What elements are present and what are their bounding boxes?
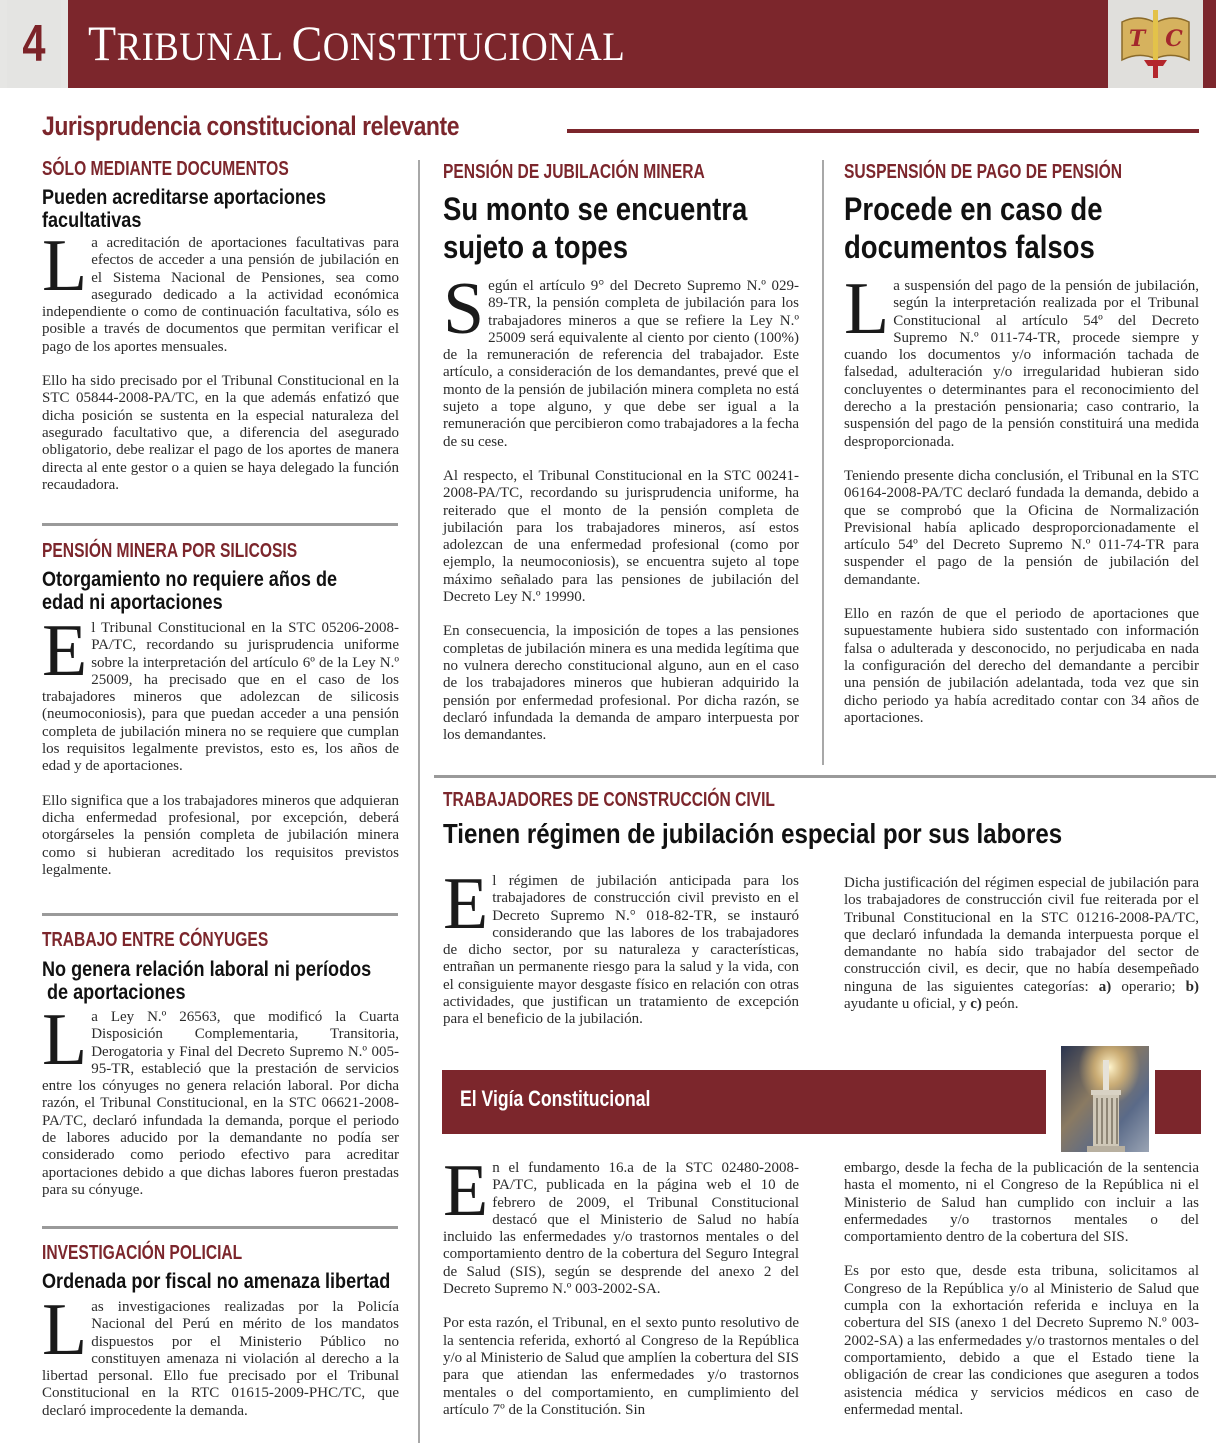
section-title: Jurisprudencia constitucional relevante — [42, 111, 460, 141]
paragraph-text: n el fundamento 16.a de la STC 02480-2008-PA/TC, publicada en la página web el 10 de febrero de 2009, el Tribunal Constitucional destacó que el Ministerio de Salud no había incluido las enfermedades y/o trastornos mentales o del comportamiento dentro de la cobertura del Seguro Integral de Salud (SIS), según se desprende del anexo 2 del Decreto Supremo N.º 003-2002-SA. — [443, 1160, 799, 1298]
headline-line: Procede en caso de — [844, 191, 1103, 227]
drop-cap: E — [443, 863, 489, 945]
paragraph-text: l régimen de jubilación anticipada para los trabajadores de construcción civil previsto en el Decreto Supremo N.° 018-82-TR, se instauró considerando que las labores de los trabajadores de dicho sector, por su naturaleza y características, entrañan un permanente riesgo para la salud y la vida, con el consiguiente mayor desgaste físico en relación con otras actividades, que justifican un tratamiento de excepción para el beneficio de la jubilación. — [443, 873, 799, 1028]
article-headline — [443, 190, 749, 266]
headline-line: Otorgamiento no requiere años de — [42, 568, 338, 591]
section-rule — [567, 129, 1199, 133]
article-kicker: PENSIÓN MINERA POR SILICOSIS — [42, 540, 298, 562]
article-suspension-pago-pension — [844, 161, 1199, 727]
article-kicker: INVESTIGACIÓN POLICIAL — [42, 1242, 243, 1264]
drop-cap: L — [42, 999, 88, 1081]
column-divider — [822, 160, 824, 765]
page-header — [0, 0, 1216, 88]
paragraph — [443, 863, 799, 1029]
article-divider — [434, 775, 1216, 778]
masthead-word-1: RIBUNAL — [116, 24, 282, 69]
paragraph — [42, 1289, 399, 1420]
tc-logo-icon — [1108, 0, 1203, 88]
masthead-initial-c: C — [291, 15, 323, 71]
article-body — [844, 268, 1199, 727]
article-solo-mediante-documentos — [42, 158, 399, 494]
article-investigacion-policial — [42, 1242, 407, 1420]
paragraph — [844, 875, 1199, 1013]
construccion-civil-col1 — [443, 863, 799, 1029]
category-marker: b) — [1185, 978, 1200, 995]
headline-line: documentos falsos — [844, 229, 1095, 265]
article-kicker: SUSPENSIÓN DE PAGO DE PENSIÓN — [844, 161, 1122, 183]
paragraph: Teniendo presente dicha conclusión, el Tribunal en la STC 06164-2008-PA/TC declaró fundada la demanda, debido a que se comprobó que la Oficina de Normalización Previsional había aplicado desproporcionadamente el artículo 54º del Decreto Supremo N.º 011-74-TR para suspender el pago de la pensión de jubilación del demandante. — [844, 467, 1199, 588]
headline-line: No genera relación laboral ni períodos — [42, 958, 372, 981]
article-trabajo-entre-conyuges — [42, 929, 399, 1199]
paragraph — [42, 999, 399, 1199]
paragraph: Es por esto que, desde esta tribuna, solicitamos al Congreso de la República y/o al Ministerio de Salud que cumpla con la exhortación referida e incluya en la cobertura del SIS (anexo 1 del Decreto Supremo N.º 003-2002-SA) a las enfermedades y/o trastornos mentales o del comportamiento, debido a que el Estado tiene la obligación de crear las condiciones que aseguren a todos asistencia médica y servicios médicos en caso de enfermedad mental. — [844, 1263, 1199, 1418]
column-divider — [418, 160, 420, 1443]
category-marker: c) — [970, 996, 982, 1013]
svg-text:T: T — [1128, 26, 1146, 52]
article-headline — [42, 1270, 391, 1293]
headline-line: Su monto se encuentra — [443, 191, 748, 227]
paragraph — [443, 1150, 799, 1298]
vigia-col2 — [844, 1160, 1199, 1419]
article-divider — [42, 523, 398, 526]
logo-box — [1108, 0, 1203, 88]
paragraph-text: ayudante u oficial, y — [844, 996, 971, 1013]
masthead-band-end — [1203, 0, 1216, 88]
masthead-band — [68, 0, 1108, 88]
drop-cap: L — [42, 225, 88, 307]
article-kicker: TRABAJO ENTRE CÓNYUGES — [42, 929, 269, 951]
headline-line: edad ni aportaciones — [42, 591, 223, 614]
paragraph-text: a acreditación de aportaciones facultativas para efectos de acceder a una pensión de jubilación en el Sistema Nacional de Pensiones, sea como asegurado dedicado a la actividad económica independiente o como de continuación facultativa, sólo es posible a través de documentos que permitan verificar el pago de los aportes mensuales. — [42, 235, 399, 355]
article-pension-minera-silicosis — [42, 540, 399, 879]
paragraph-text: egún el artículo 9° del Decreto Supremo N.º 029-89-TR, la pensión completa de jubilación para los trabajadores mineros a que se refiere la Ley N.º 25009 será equivalente al ciento por ciento (100%) de la remuneración de referencia del trabajador. Este artículo, a consideración de los demandantes, prevé que el monto de la pensión de jubilación minera completa no está sujeto a tope alguno, y que debe ser igual a la remuneración que percibieron como trabajadores a la fecha de su cese. — [443, 278, 799, 450]
vigia-title: El Vigía Constitucional — [460, 1086, 651, 1111]
article-headline — [443, 818, 1097, 850]
drop-cap: L — [844, 268, 890, 350]
headline-line: facultativas — [42, 209, 142, 232]
article-body — [42, 610, 399, 879]
article-body — [42, 225, 399, 494]
vigia-col1 — [443, 1150, 799, 1419]
paragraph-text: as investigaciones realizadas por la Policía Nacional del Perú en mérito de los mandatos dispuestos por el Ministerio Público no constituyen amenaza ni violación al derecho a la libertad personal. Ello fue precisado por el Tribunal Constitucional en la RTC 01615-2009-PHC/TC, que declaró improcedente la demanda. — [42, 1299, 399, 1419]
article-body — [42, 999, 399, 1199]
page-number: 4 — [7, 0, 61, 88]
construccion-civil-col2 — [844, 875, 1199, 1013]
paragraph: En consecuencia, la imposición de topes a las pensiones completas de jubilación minera es una medida legítima que no vulnera derecho constitucional alguno, aun en el caso de los trabajadores mineros que hubieran adquirido la pensión por enfermedad profesional. Por dicha razón, se declaró infundada la demanda de amparo interpuesta por los demandantes. — [443, 623, 799, 744]
paragraph-text: l Tribunal Constitucional en la STC 05206-2008-PA/TC, recordando su jurisprudencia uniforme sobre la interpretación del artículo 6º de la Ley N.º 25009, ha precisado que en el caso de los trabajadores mineros que adolezcan de silicosis (neumoconiosis), para que puedan acceder a una pensión completa de jubilación minera no se requiere que cumplan los requisitos legalmente previstos, esto es, los años de edad y de aportaciones. — [42, 620, 399, 775]
headline-line: de aportaciones — [42, 981, 186, 1004]
paragraph — [844, 268, 1199, 451]
vigia-banner-end — [1155, 1070, 1201, 1134]
paragraph-text: a suspensión del pago de la pensión de jubilación, según la interpretación realizada por el Tribunal Constitucional al artículo 54º del Decreto Supremo N.º 011-74-TR, procede siempre y cuando los documentos y/o información tachada de falsedad, adulteración y/o irregularidad hubieran sido concluyentes o determinantes para el reconocimiento del derecho a la prestación pensionaria; caso contrario, la suspensión del pago de la pensión constituirá una medida desproporcionada. — [844, 278, 1199, 450]
paragraph: Ello significa que a los trabajadores mineros que adquieran dicha enfermedad profesional, por excepción, deberá otorgárseles la pensión completa de jubilación minera como si hubieran acreditado los requisitos previstos legalmente. — [42, 792, 399, 878]
headline-line: Tienen régimen de jubilación especial por sus labores — [443, 818, 1063, 849]
article-headline — [844, 190, 1149, 266]
svg-text:C: C — [1165, 26, 1183, 52]
article-divider — [42, 1226, 398, 1229]
drop-cap: E — [42, 610, 88, 692]
article-body — [42, 1289, 399, 1420]
paragraph — [42, 225, 399, 356]
article-headline — [42, 568, 349, 614]
article-kicker: PENSIÓN DE JUBILACIÓN MINERA — [443, 161, 705, 183]
paragraph-text: a Ley N.º 26563, que modificó la Cuarta Disposición Complementaria, Transitoria, Derogatoria y Final del Decreto Supremo N.º 005-95-TR, estableció que la prestación de servicios entre los cónyuges no genera relación laboral. Por dicha razón, el Tribunal Constitucional, en la STC 06621-2008-PA/TC, declaró infundada la demanda, porque el periodo de labores aducido por la demandante no podía ser considerado como periodo efectivo para acreditar aportaciones debido a que dichas labores fueron prestadas para su cónyuge. — [42, 1009, 399, 1198]
category-marker: a) — [1098, 978, 1112, 995]
paragraph — [42, 610, 399, 776]
paragraph-text: Dicha justificación del régimen especial de jubilación para los trabajadores de construcción civil fue reiterada por el Tribunal Constitucional en la STC 01216-2008-PA/TC, que declaró infundada la demanda interpuesta porque el demandante no había sido trabajador del sector de construcción civil, es decir, que no había desempeñado ninguna de las siguientes categorías: — [844, 875, 1199, 995]
article-divider — [42, 913, 398, 916]
masthead-title — [88, 14, 625, 72]
drop-cap: S — [443, 268, 485, 350]
lighthouse-icon — [1061, 1046, 1149, 1152]
masthead-word-2: ONSTITUCIONAL — [322, 24, 626, 69]
article-kicker: SÓLO MEDIANTE DOCUMENTOS — [42, 158, 289, 180]
article-kicker: TRABAJADORES DE CONSTRUCCIÓN CIVIL — [443, 789, 775, 811]
headline-line: sujeto a topes — [443, 229, 629, 265]
paragraph: Por esta razón, el Tribunal, en el sexto punto resolutivo de la sentencia referida, exhortó al Congreso de la República y/o al Ministerio de Salud que amplíen la cobertura del SIS para que atiendan las enfermedades y/o trastornos mentales o del comportamiento, en cumplimiento del artículo 7º de la Constitución. Sin — [443, 1315, 799, 1418]
article-body — [443, 268, 799, 744]
drop-cap: L — [42, 1289, 88, 1371]
lighthouse-image — [1061, 1046, 1149, 1152]
drop-cap: E — [443, 1150, 489, 1232]
paragraph — [443, 268, 799, 451]
article-headline — [42, 958, 372, 1004]
paragraph: Al respecto, el Tribunal Constitucional en la STC 00241-2008-PA/TC, recordando su jurisprudencia uniforme, ha reiterado que el monto de la pensión completa de jubilación para los trabajadores mineros, así estos adolezcan de una enfermedad profesional (como por ejemplo, la neumoconiosis), se encuentra sujeto al tope máximo señalado para las pensiones de jubilación del Decreto Ley N.º 19990. — [443, 467, 799, 606]
paragraph: embargo, desde la fecha de la publicación de la sentencia hasta el momento, ni el Congreso de la República ni el Ministerio de Salud han cumplido con incluir a las enfermedades y/o trastornos mentales o del comportamiento dentro de la cobertura del SIS. — [844, 1160, 1199, 1246]
paragraph-text: operario; — [1111, 978, 1186, 995]
masthead-initial-t: T — [88, 15, 117, 71]
paragraph-text: peón. — [981, 996, 1019, 1013]
paragraph: Ello ha sido precisado por el Tribunal Constitucional en la STC 05844-2008-PA/TC, en la que además enfatizó que dicha posición se sustenta en la especial naturaleza del asegurado facultativo que, a diferencia del asegurado obligatorio, debe realizar el pago de los aportes de manera directa al ente gestor o a quien se haya delegado la función recaudadora. — [42, 373, 399, 493]
paragraph: Ello en razón de que el periodo de aportaciones que supuestamente hubiera sido sustentado con información falsa o adulterada y desconocido, no perjudicaba en nada la configuración del derecho del demandante a percibir una pensión de jubilación adelantada, toda vez que sin dicho periodo ya había acreditado contar con 34 años de aportaciones. — [844, 606, 1199, 726]
vigia-banner — [442, 1070, 1046, 1134]
article-construccion-civil — [443, 789, 1203, 850]
article-headline — [42, 186, 349, 232]
headline-line: Ordenada por fiscal no amenaza libertad — [42, 1270, 391, 1293]
article-pension-jubilacion-minera — [443, 161, 799, 744]
headline-line: Pueden acreditarse aportaciones — [42, 186, 327, 209]
